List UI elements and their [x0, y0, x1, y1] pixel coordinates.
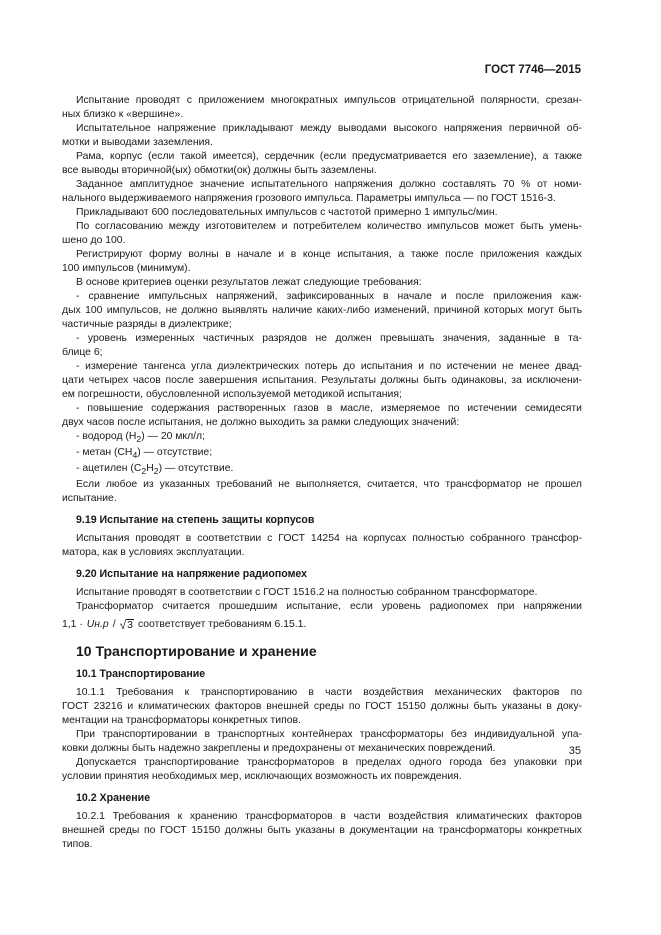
gas-limit-acetylene: - ацетилен $(C_2H_2)$ — отсутствие.: [76, 463, 234, 477]
paragraph: Испытание проводят с приложением многократных импульсов отрицательной полярности, срезан- ных близко к «вершине».: [62, 95, 582, 120]
page-number: 35: [568, 745, 581, 757]
section-heading-10-1: 10.1 Транспортирование: [76, 668, 206, 681]
paragraph: В основе критериев оценки результатов лежат следующие требования:: [76, 277, 422, 288]
paragraph: Допускается транспортирование трансформаторов в пределах одного города без упаковки при условии принятия необходимых мер, исключающих возможность их повреждения.: [62, 757, 582, 783]
list-item: - уровень измеренных частичных разрядов не должен превышать значения, заданные в та- блице 6;: [62, 333, 582, 358]
paragraph: 10.2.1 Требования к хранению трансформаторов в части воздействия климатических факторов внешней среды по ГОСТ 15150 должны быть указаны в документации на трансформаторы конкретных типов.: [62, 811, 582, 851]
paragraph: При транспортировании в транспортных контейнерах трансформаторы без индивидуальной упа- ковки должны быть надежно закреплены и предохранены от механических повреждений.: [62, 729, 582, 755]
section-heading-9-20: 9.20 Испытание на напряжение радиопомех: [76, 568, 308, 581]
voltage-formula: 1,1 · Uн.р / √ 3 соответствует требованиям 6.15.1.: [62, 618, 307, 633]
paragraph: По согласованию между изготовителем и потребителем количество импульсов может быть умень- шено до 100.: [62, 221, 582, 246]
paragraph: Если любое из указанных требований не выполняется, считается, что трансформатор не прошел испытание.: [62, 479, 582, 505]
section-heading-10-2: 10.2 Хранение: [76, 792, 151, 805]
section-heading-10: 10 Транспортирование и хранение: [76, 643, 317, 660]
gas-limit-hydrogen: - водород $(H_2)$ — 20 мкл/л;: [76, 431, 205, 445]
document-header: ГОСТ 7746—2015: [484, 64, 581, 76]
list-item: - повышение содержания растворенных газов в масле, измеряемое по истечении семидесяти двух часов после испытания, не должно выходить за рамки следующих значений:: [62, 403, 582, 428]
paragraph: Трансформатор считается прошедшим испытание, если уровень радиопомех при напряжении: [76, 601, 582, 613]
paragraph: Прикладывают 600 последовательных импульсов с частотой примерно 1 импульс/мин.: [76, 207, 498, 218]
paragraph: Испытание проводят в соответствии с ГОСТ 1516.2 на полностью собранном трансформаторе.: [76, 587, 538, 599]
paragraph: 10.1.1 Требования к транспортированию в части воздействия механических факторов по ГОСТ 23216 и климатических факторов внешней среды по ГОСТ 15150 должны быть указаны в доку- ментации на трансформаторы конкретных типов.: [62, 687, 582, 727]
paragraph: Испытания проводят в соответствии с ГОСТ 14254 на корпусах полностью собранного трансфор- матора, как в условиях эксплуатации.: [62, 533, 582, 559]
gas-limit-methane: - метан $(CH_4)$ — отсутствие;: [76, 447, 213, 461]
paragraph: Заданное амплитудное значение испытательного напряжения должно составлять 70 % от номи- нального выдерживаемого напряжения грозового импульса. Параметры импульса — по ГОСТ 1516-3.: [62, 179, 582, 204]
paragraph: Испытательное напряжение прикладывают между выводами высокого напряжения первичной об- мотки и выводами заземления.: [62, 123, 582, 148]
paragraph: Рама, корпус (если такой имеется), сердечник (если предусматривается его заземление), а также все выводы вторичной(ых) обмотки(ок) должны быть заземлены.: [62, 151, 582, 176]
square-root: √ 3: [119, 618, 133, 633]
section-heading-9-19: 9.19 Испытание на степень защиты корпусов: [76, 514, 315, 527]
list-item: - сравнение импульсных напряжений, зафиксированных в начале и после приложения каж- дых 100 импульсов, не должно выявлять наличие каких-либо изменений, причиной которых могут быть частичные разряды в диэлектрике;: [62, 291, 582, 330]
paragraph: Регистрируют форму волны в начале и в конце испытания, а также после приложения каждых 100 импульсов (минимум).: [62, 249, 582, 274]
document-body: [62, 94, 582, 852]
list-item: - измерение тангенса угла диэлектрических потерь до испытания и по истечении не менее двад- цати четырех часов после завершения испытания. Результаты должны быть одинаковы, за исключени- ем погрешности, обусловленной используемой методикой испытания;: [62, 361, 582, 400]
